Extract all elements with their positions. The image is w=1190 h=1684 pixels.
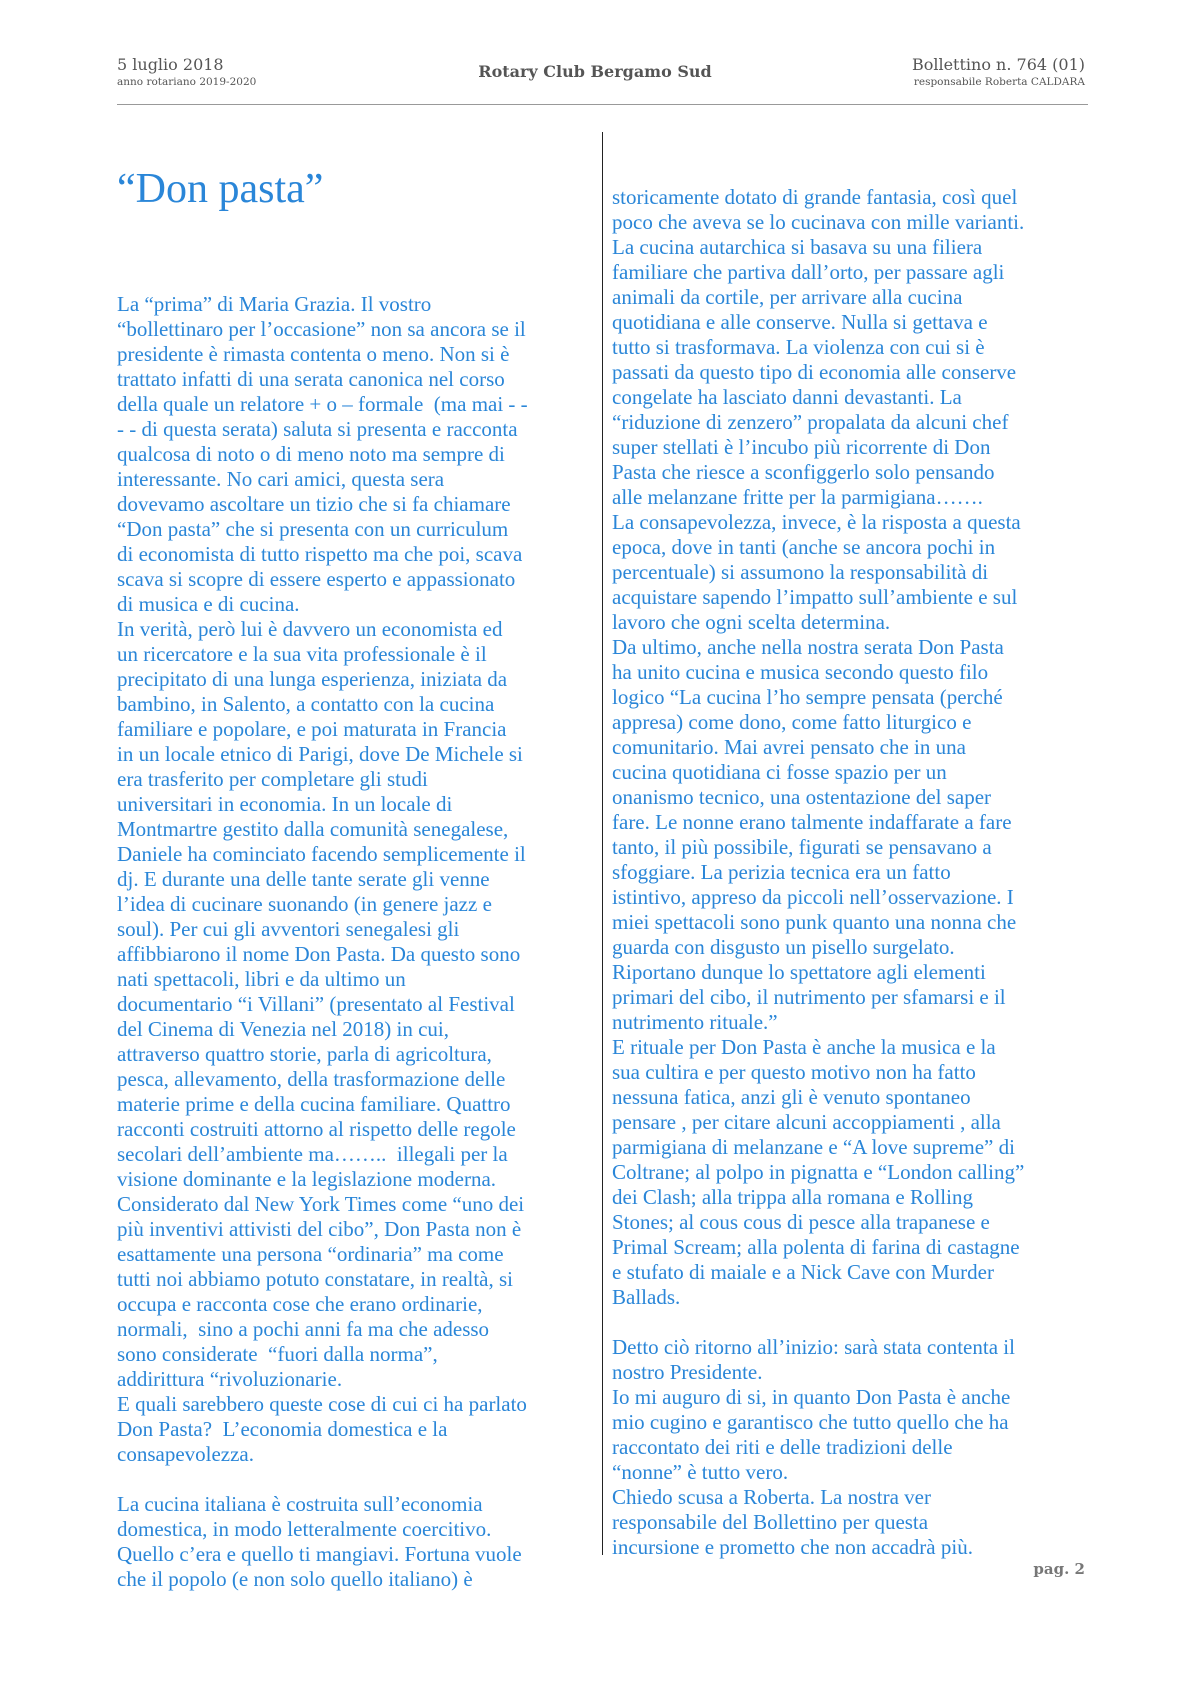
text-line: passati da questo tipo di economia alle conserve	[612, 360, 1017, 384]
issue-date: 5 luglio 2018	[117, 55, 224, 74]
bulletin-number: Bollettino n. 764 (01)	[911, 55, 1085, 74]
text-line: affibbiarono il nome Don Pasta. Da questo sono	[117, 942, 521, 966]
text-line: sfoggiare. La perizia tecnica era un fatto	[612, 860, 951, 884]
text-line: “nonne” è tutto vero.	[612, 1460, 789, 1484]
text-line: guarda con disgusto un pisello surgelato.	[612, 935, 955, 959]
text-line: universitari in economia. In un locale di	[117, 792, 453, 816]
text-line: che il popolo (e non solo quello italiano) è	[117, 1567, 473, 1591]
text-line: onanismo tecnico, una ostentazione del saper	[612, 785, 992, 809]
article-title: “Don pasta”	[117, 166, 324, 212]
text-line: animali da cortile, per arrivare alla cucina	[612, 285, 963, 309]
text-line: Detto ciò ritorno all’inizio: sarà stata contenta il	[612, 1335, 1015, 1359]
text-line: La consapevolezza, invece, è la risposta a questa	[612, 510, 1021, 534]
text-line: Pasta che riesce a sconfiggerlo solo pensando	[612, 460, 995, 484]
text-line: istintivo, appreso da piccoli nell’osservazione. I	[612, 885, 1014, 909]
text-line: in un locale etnico di Parigi, dove De Michele si	[117, 742, 523, 766]
text-line: quotidiana e alle conserve. Nulla si gettava e	[612, 310, 988, 334]
text-line: qualcosa di noto o di meno noto ma sempre di	[117, 442, 505, 466]
text-line: sua cultira e per questo motivo non ha fatto	[612, 1060, 976, 1084]
text-line: bambino, in Salento, a contatto con la cucina	[117, 692, 495, 716]
text-line: di musica e di cucina.	[117, 592, 300, 616]
text-line: La “prima” di Maria Grazia. Il vostro	[117, 292, 432, 316]
text-line: documentario “i Villani” (presentato al Festival	[117, 992, 515, 1016]
text-line: occupa e racconta cose che erano ordinarie,	[117, 1292, 483, 1316]
text-line: l’idea di cucinare suonando (in genere jazz e	[117, 892, 492, 916]
text-line: “Don pasta” che si presenta con un curriculum	[117, 517, 509, 541]
text-line: un ricercatore e la sua vita professionale è il	[117, 642, 487, 666]
text-line: domestica, in modo letteralmente coercitivo.	[117, 1517, 492, 1541]
text-line: tutti noi abbiamo potuto constatare, in realtà, si	[117, 1267, 513, 1291]
text-line: pesca, allevamento, della trasformazione delle	[117, 1067, 506, 1091]
text-line: E quali sarebbero queste cose di cui ci ha parlato	[117, 1392, 527, 1416]
text-line: La cucina italiana è costruita sull’economia	[117, 1492, 483, 1516]
header-divider	[117, 104, 1088, 105]
text-line: - - di questa serata) saluta si presenta e racconta	[117, 417, 518, 441]
header-right	[912, 55, 1085, 89]
text-line: primari del cibo, il nutrimento per sfamarsi e il	[612, 985, 1006, 1009]
text-line: presidente è rimasta contenta o meno. Non si è	[117, 342, 510, 366]
text-line: appresa) come dono, come fatto liturgico e	[612, 710, 972, 734]
text-line: familiare che partiva dall’orto, per passare agli	[612, 260, 1005, 284]
text-line: In verità, però lui è davvero un economista ed	[117, 617, 503, 641]
text-line: acquistare sapendo l’impatto sull’ambiente e sul	[612, 585, 1018, 609]
text-line: trattato infatti di una serata canonica nel corso	[117, 367, 505, 391]
text-line: “bollettinaro per l’occasione” non sa ancora se il	[117, 317, 526, 341]
text-line: logico “La cucina l’ho sempre pensata (perché	[612, 685, 1003, 709]
text-line: nati spettacoli, libri e da ultimo un	[117, 967, 406, 991]
text-line: Riportano dunque lo spettatore agli elementi	[612, 960, 986, 984]
text-line: e stufato di maiale e a Nick Cave con Murder	[612, 1260, 994, 1284]
page-number: pag. 2	[1033, 1560, 1085, 1578]
text-line: scava si scopre di essere esperto e appassionato	[117, 567, 516, 591]
text-line: addirittura “rivoluzionarie.	[117, 1367, 343, 1391]
text-line: del Cinema di Venezia nel 2018) in cui,	[117, 1017, 450, 1041]
text-line: epoca, dove in tanti (anche se ancora pochi in	[612, 535, 996, 559]
text-line: più inventivi attivisti del cibo”, Don Pasta non è	[117, 1217, 522, 1241]
text-line: mio cugino e garantisco che tutto quello che ha	[612, 1410, 1009, 1434]
text-line: era trasferito per completare gli studi	[117, 767, 428, 791]
text-line: nostro Presidente.	[612, 1360, 763, 1384]
text-line: dovevamo ascoltare un tizio che si fa chiamare	[117, 492, 511, 516]
text-line: consapevolezza.	[117, 1442, 255, 1466]
text-line: tanto, il più possibile, figurati se pensavano a	[612, 835, 992, 859]
text-line: Primal Scream; alla polenta di farina di castagne	[612, 1235, 1020, 1259]
text-line: super stellati è l’incubo più ricorrente di Don	[612, 435, 991, 459]
text-line: percentuale) si assumono la responsabilità di	[612, 560, 989, 584]
text-line: Coltrane; al polpo in pignatta e “London calling”	[612, 1160, 1025, 1184]
text-line: Chiedo scusa a Roberta. La nostra ver	[612, 1485, 931, 1509]
text-line: nutrimento rituale.”	[612, 1010, 778, 1034]
text-line: secolari dell’ambiente ma…….. illegali per la	[117, 1142, 508, 1166]
text-line: della quale un relatore + o – formale (ma mai - -	[117, 392, 528, 416]
text-line: precipitato di una lunga esperienza, iniziata da	[117, 667, 508, 691]
text-line: Considerato dal New York Times come “uno dei	[117, 1192, 525, 1216]
text-line: cucina quotidiana ci fosse spazio per un	[612, 760, 947, 784]
text-line: pensare , per citare alcuni accoppiamenti , alla	[612, 1110, 1001, 1134]
text-line: esattamente una persona “ordinaria” ma come	[117, 1242, 504, 1266]
text-line: Stones; al cous cous di pesce alla trapanese e	[612, 1210, 990, 1234]
text-line: “riduzione di zenzero” propalata da alcuni chef	[612, 410, 1009, 434]
rotary-year: anno rotariano 2019-2020	[117, 76, 257, 88]
text-line: attraverso quattro storie, parla di agricoltura,	[117, 1042, 492, 1066]
text-line: interessante. No cari amici, questa sera	[117, 467, 445, 491]
club-name: Rotary Club Bergamo Sud	[478, 62, 712, 81]
text-line: alle melanzane fritte per la parmigiana…….	[612, 485, 983, 509]
text-line: di economista di tutto rispetto ma che poi, scava	[117, 542, 523, 566]
text-line: Daniele ha cominciato facendo semplicemente il	[117, 842, 526, 866]
article-left-column	[117, 242, 528, 1617]
text-line	[612, 1310, 1024, 1335]
text-line: sono considerate “fuori dalla norma”,	[117, 1342, 438, 1366]
text-line: visione dominante e la legislazione moderna.	[117, 1167, 497, 1191]
text-line: storicamente dotato di grande fantasia, così quel	[612, 185, 1018, 209]
text-line: Don Pasta? L’economia domestica e la	[117, 1417, 448, 1441]
text-line: La cucina autarchica si basava su una filiera	[612, 235, 983, 259]
text-line	[117, 1467, 528, 1492]
text-line: poco che aveva se lo cucinava con mille varianti.	[612, 210, 1025, 234]
article-right-column	[612, 135, 1024, 1585]
text-line: responsabile del Bollettino per questa	[612, 1510, 929, 1534]
text-line: dei Clash; alla trippa alla romana e Rolling	[612, 1185, 973, 1209]
text-line: congelate ha lasciato danni devastanti. La	[612, 385, 962, 409]
text-line: tutto si trasformava. La violenza con cui si è	[612, 335, 985, 359]
text-line: nessuna fatica, anzi gli è venuto spontaneo	[612, 1085, 971, 1109]
text-line: lavoro che ogni scelta determina.	[612, 610, 891, 634]
text-line: fare. Le nonne erano talmente indaffarate a fare	[612, 810, 1012, 834]
text-line: dj. E durante una delle tante serate gli venne	[117, 867, 490, 891]
text-line: Io mi auguro di si, in quanto Don Pasta è anche	[612, 1385, 1011, 1409]
text-line: Montmartre gestito dalla comunità senegalese,	[117, 817, 509, 841]
text-line: normali, sino a pochi anni fa ma che adesso	[117, 1317, 490, 1341]
text-line: Da ultimo, anche nella nostra serata Don Pasta	[612, 635, 1004, 659]
text-line: Quello c’era e quello ti mangiavi. Fortuna vuole	[117, 1542, 522, 1566]
text-line: soul). Per cui gli avventori senegalesi gli	[117, 917, 460, 941]
text-line: materie prime e della cucina familiare. Quattro	[117, 1092, 511, 1116]
text-line: racconti costruiti attorno al rispetto delle regole	[117, 1117, 516, 1141]
text-line: ha unito cucina e musica secondo questo filo	[612, 660, 989, 684]
text-line: familiare e popolare, e poi maturata in Francia	[117, 717, 507, 741]
bulletin-responsible: responsabile Roberta CALDARA	[913, 76, 1085, 88]
text-line: E rituale per Don Pasta è anche la musica e la	[612, 1035, 996, 1059]
text-line: incursione e prometto che non accadrà più.	[612, 1535, 973, 1559]
text-line: miei spettacoli sono punk quanto una nonna che	[612, 910, 1017, 934]
column-divider	[602, 132, 603, 1555]
text-line: raccontato dei riti e delle tradizioni delle	[612, 1435, 953, 1459]
text-line: parmigiana di melanzane e “A love supreme” di	[612, 1135, 1015, 1159]
text-line: Ballads.	[612, 1285, 681, 1309]
text-line: comunitario. Mai avrei pensato che in una	[612, 735, 966, 759]
